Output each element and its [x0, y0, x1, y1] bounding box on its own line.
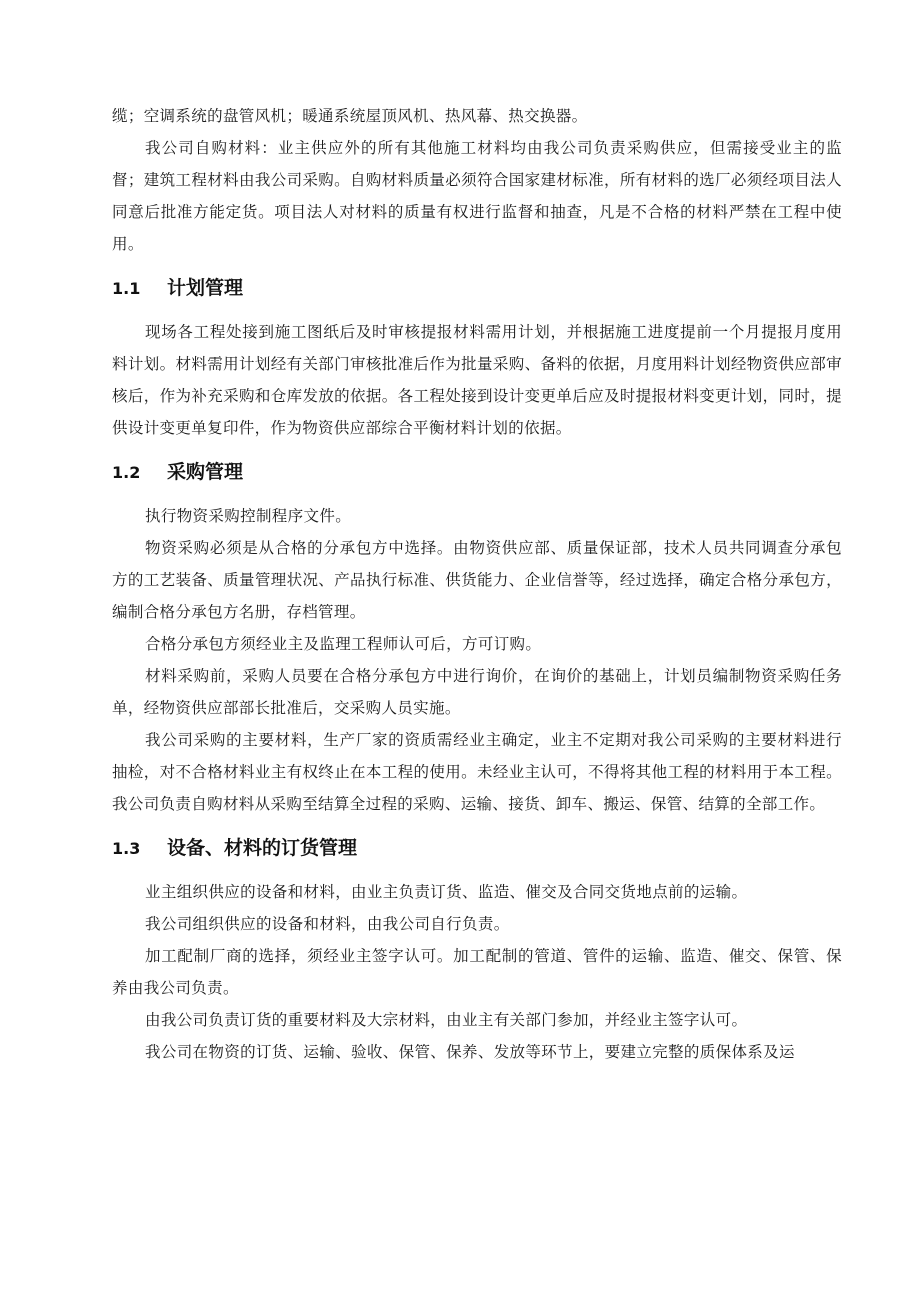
paragraph: 我公司采购的主要材料，生产厂家的资质需经业主确定，业主不定期对我公司采购的主要材料进行抽检，对不合格材料业主有权终止在本工程的使用。未经业主认可，不得将其他工程的材料用于本工程。我公司负责自购材料从采购至结算全过程的采购、运输、接货、卸车、搬运、保管、结算的全部工作。 — [112, 731, 842, 813]
paragraph: 由我公司负责订货的重要材料及大宗材料，由业主有关部门参加，并经业主签字认可。 — [145, 1011, 748, 1029]
paragraph: 我公司在物资的订货、运输、验收、保管、保养、发放等环节上，要建立完整的质保体系及运 — [145, 1043, 795, 1061]
section-heading-1-2 — [112, 457, 842, 488]
section-title: 计划管理 — [167, 277, 244, 299]
paragraph-continuation: 缆；空调系统的盘管风机；暖通系统屋顶风机、热风幕、热交换器。 — [112, 107, 588, 125]
document-page — [112, 100, 842, 1068]
paragraph: 现场各工程处接到施工图纸后及时审核提报材料需用计划，并根据施工进度提前一个月提报月度用料计划。材料需用计划经有关部门审核批准后作为批量采购、备料的依据，月度用料计划经物资供应部审核后，作为补充采购和仓库发放的依据。各工程处接到设计变更单后应及时提报材料变更计划，同时，提供设计变更单复印件，作为物资供应部综合平衡材料计划的依据。 — [112, 323, 842, 437]
paragraph: 物资采购必须是从合格的分承包方中选择。由物资供应部、质量保证部，技术人员共同调查分承包方的工艺装备、质量管理状况、产品执行标准、供货能力、企业信誉等，经过选择，确定合格分承包方，编制合格分承包方名册，存档管理。 — [112, 539, 842, 621]
paragraph: 加工配制厂商的选择，须经业主签字认可。加工配制的管道、管件的运输、监造、催交、保管、保养由我公司负责。 — [112, 947, 842, 997]
paragraph: 执行物资采购控制程序文件。 — [145, 507, 352, 525]
section-number: 1.1 — [112, 279, 141, 298]
paragraph: 我公司组织供应的设备和材料，由我公司自行负责。 — [145, 915, 510, 933]
paragraph-self-purchased-materials: 我公司自购材料：业主供应外的所有其他施工材料均由我公司负责采购供应，但需接受业主的监督；建筑工程材料由我公司采购。自购材料质量必须符合国家建材标准，所有材料的选厂必须经项目法人同意后批准方能定货。项目法人对材料的质量有权进行监督和抽查，凡是不合格的材料严禁在工程中使用。 — [112, 139, 842, 253]
section-title: 采购管理 — [167, 461, 244, 483]
paragraph: 合格分承包方须经业主及监理工程师认可后，方可订购。 — [145, 635, 542, 653]
paragraph: 业主组织供应的设备和材料，由业主负责订货、监造、催交及合同交货地点前的运输。 — [145, 883, 748, 901]
section-number: 1.3 — [112, 839, 141, 858]
section-heading-1-3 — [112, 833, 842, 864]
section-heading-1-1 — [112, 273, 842, 304]
section-number: 1.2 — [112, 463, 141, 482]
paragraph: 材料采购前，采购人员要在合格分承包方中进行询价，在询价的基础上，计划员编制物资采购任务单，经物资供应部部长批准后，交采购人员实施。 — [112, 667, 842, 717]
section-title: 设备、材料的订货管理 — [167, 837, 358, 859]
